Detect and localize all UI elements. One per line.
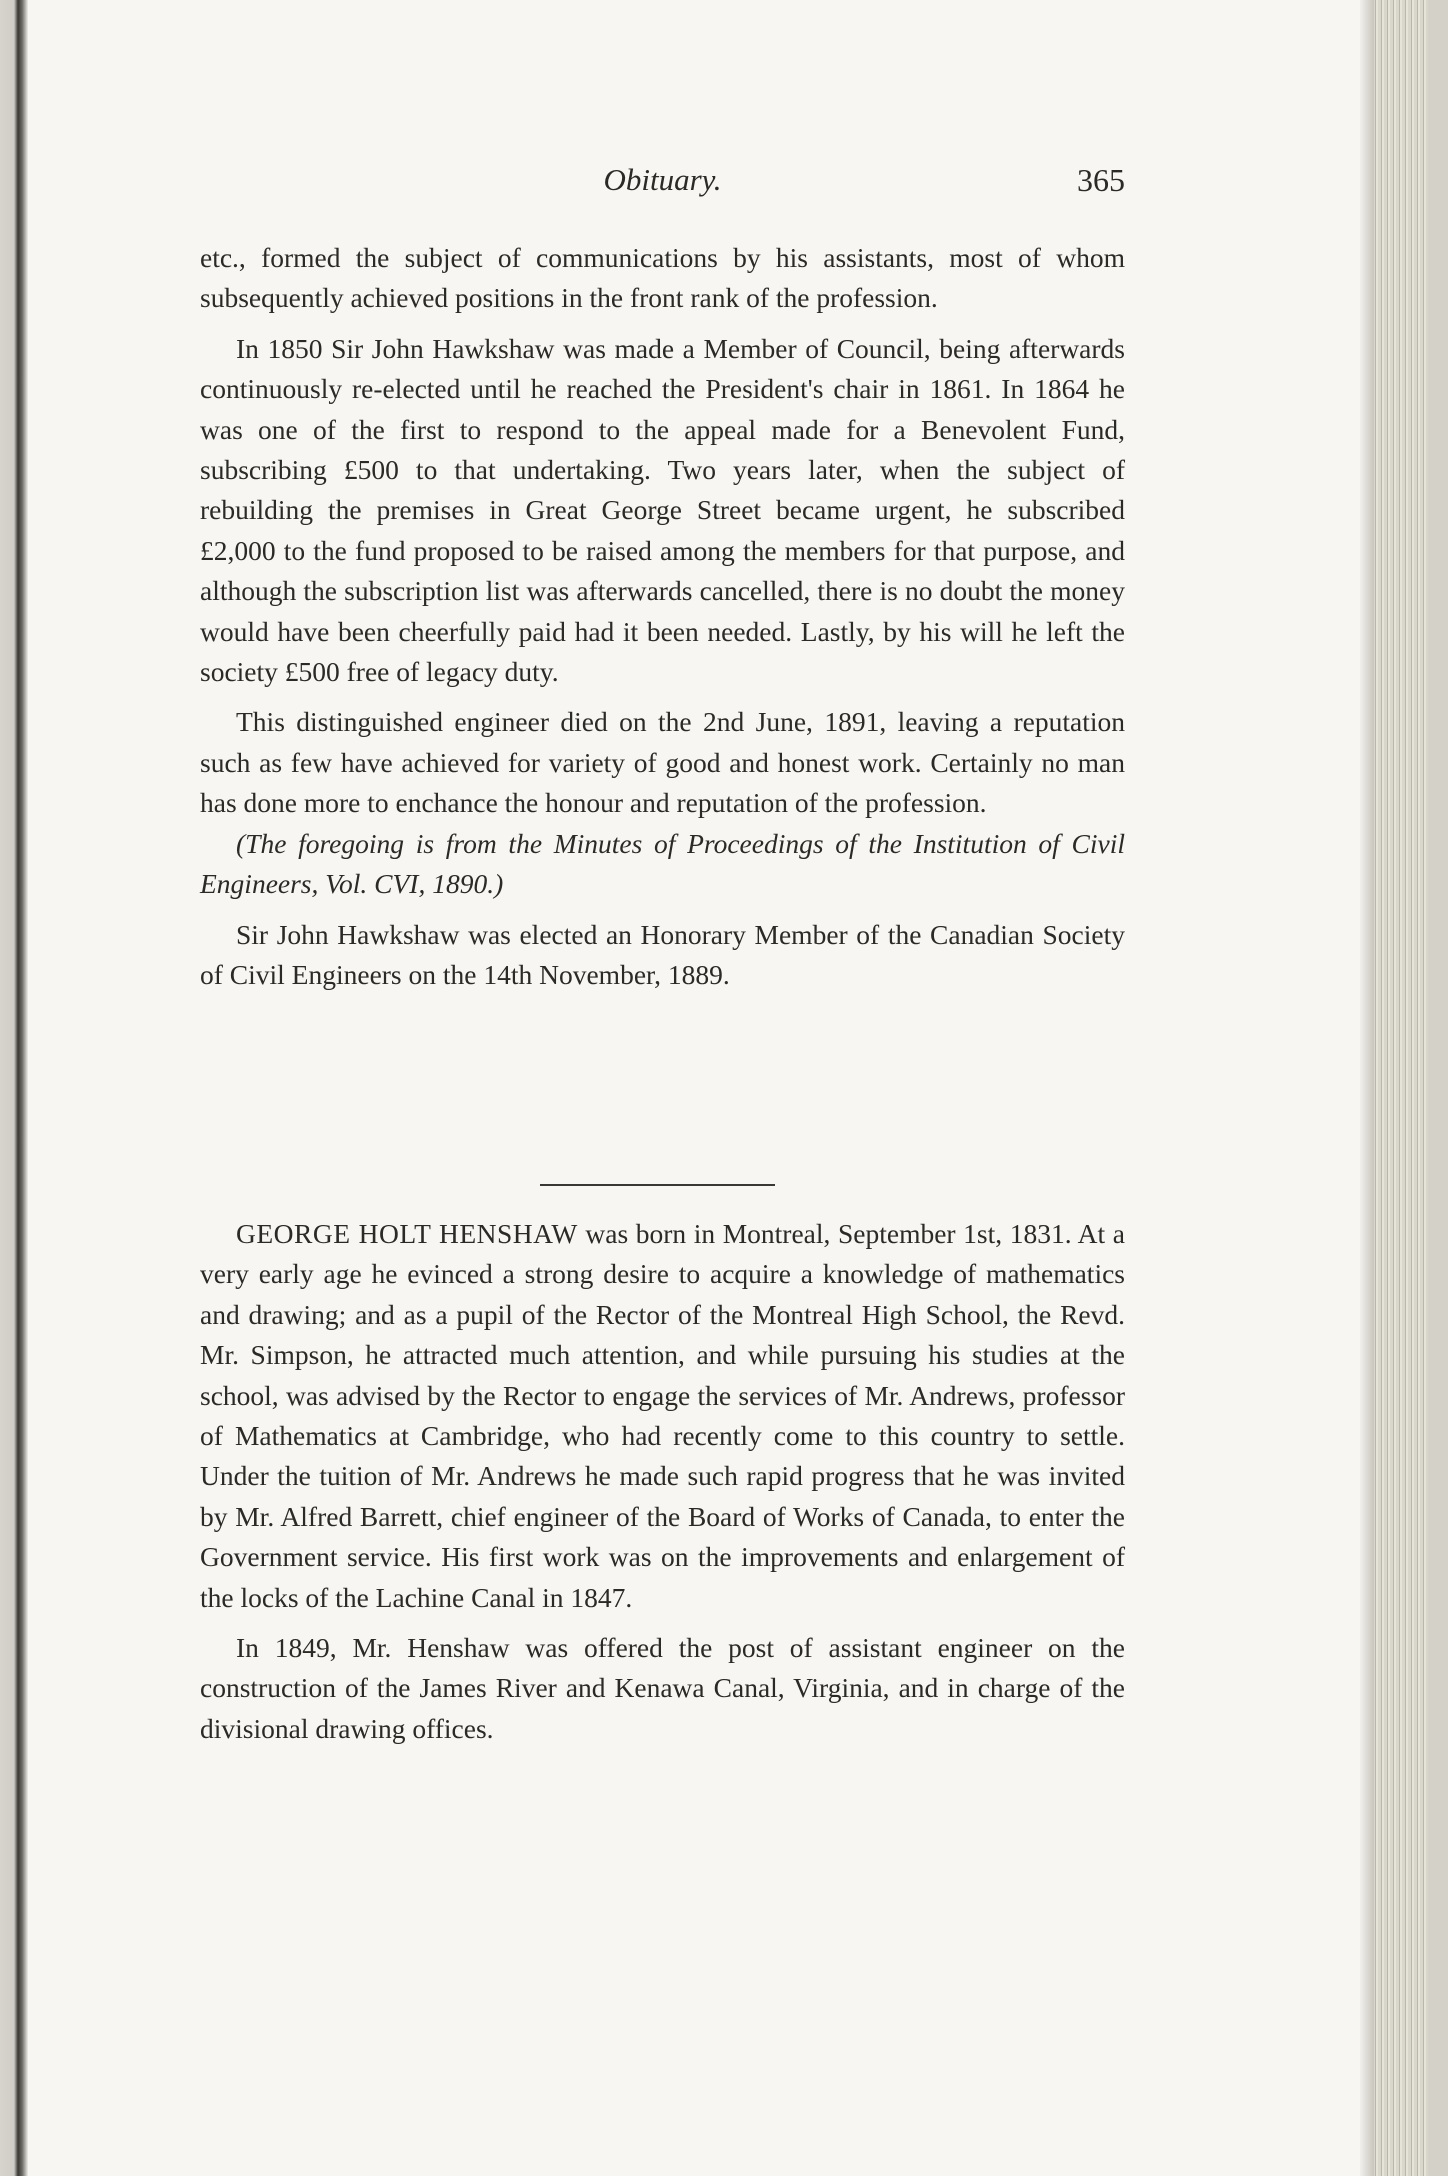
section-divider (540, 1184, 775, 1186)
paragraph-henshaw-1849: In 1849, Mr. Henshaw was offered the post of assistant engineer on the construction of the James River and Kenawa Canal, Virginia, and in charge of the divisional drawing offices. (200, 1632, 1125, 1744)
paragraph-honorary-member: Sir John Hawkshaw was elected an Honorary Member of the Canadian Society of Civil Engineers on the 14th November, 1889. (200, 918, 1125, 990)
henshaw-name: GEORGE HOLT HENSHAW (236, 1218, 578, 1249)
book-binding-left (0, 0, 28, 2176)
obituary-hawkshaw-continued (200, 238, 1125, 995)
paragraph-subject-communications: etc., formed the subject of communications by his assistants, most of whom subsequently achieved positions in the front rank of the profession. (200, 242, 1125, 314)
paragraph-death: This distinguished engineer died on the 2nd June, 1891, leaving a reputation such as few have achieved for variety of good and honest work. Certainly no man has done more to enchance the honour and reputation of the profession. (200, 706, 1125, 819)
paragraph-member-of-council: In 1850 Sir John Hawkshaw was made a Member of Council, being afterwards continuously re-elected until he reached the President's chair in 1861. In 1864 he was one of the first to respond to the appeal made for a Benevolent Fund, subscribing £500 to that undertaking. Two years later, when the subject of rebuilding the premises in Great George Street became urgent, he subscribed £2,000 to the fund proposed to be raised among the members for that purpose, and although the subscription list was afterwards cancelled, there is no doubt the money would have been cheerfully paid had it been needed. Lastly, by his will he left the society £500 free of legacy duty. (200, 332, 1125, 688)
paragraph-henshaw-birth (200, 1214, 1125, 1618)
page-number: 365 (1077, 162, 1125, 198)
paragraph-citation: (The foregoing is from the Minutes of Proceedings of the Institution of Civil Engineers, Vol. CVI, 1890.) (200, 827, 1125, 900)
obituary-henshaw (200, 1214, 1125, 1749)
henshaw-birth-text: was born in Montreal, September 1st, 1831. At a very early age he evinced a strong desire to acquire a knowledge of mathematics and drawing; and as a pupil of the Rector of the Montreal High School, the Revd. Mr. Simpson, he attracted much attention, and while pursuing his studies at the school, was advised by the Rector to engage the services of Mr. Andrews, professor of Mathematics at Cambridge, who had recently come to this country to settle. Under the tuition of Mr. Andrews he made such rapid progress that he was invited by Mr. Alfred Barrett, chief engineer of the Board of Works of Canada, to enter the Government service. His first work was on the improvements and enlargement of the locks of the Lachine Canal in 1847. (200, 1218, 1125, 1613)
page-edges-right (1360, 0, 1448, 2176)
page-header (200, 162, 1125, 202)
running-head: Obituary. (603, 162, 722, 197)
